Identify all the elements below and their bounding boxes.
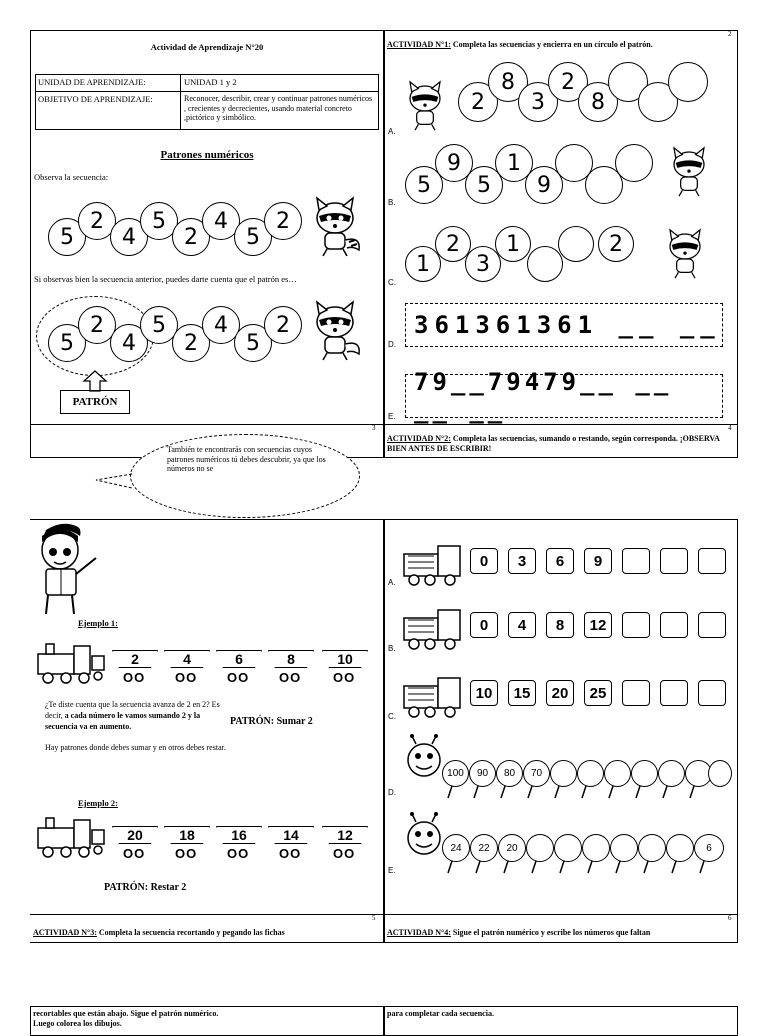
locomotive-icon [400,606,466,652]
patron-rest-label: PATRÓN: Restar 2 [104,882,187,893]
answer-circle[interactable]: 1 [495,226,531,262]
locomotive-icon [34,814,106,860]
train-car[interactable] [622,548,650,574]
wagon: 18 OO [164,826,210,860]
answer-circle[interactable]: 5 [405,166,443,204]
caterpillar-segment[interactable] [554,834,582,862]
train-car[interactable]: 4 [508,612,536,638]
bottom-left-text: recortables que están abajo. Sigue el patrón numérico. [33,1009,219,1018]
wagon: 16 OO [216,826,262,860]
sequence-row-d[interactable]: 361361361 __ __ [405,303,723,347]
caterpillar-segment[interactable] [604,760,631,787]
row-letter: C. [388,712,396,721]
train-car[interactable] [698,548,726,574]
raccoon-icon [305,196,365,258]
caterpillar-segment[interactable] [550,760,577,787]
train-car[interactable]: 10 [470,680,498,706]
answer-circle[interactable]: 3 [465,246,501,282]
caterpillar-segment[interactable]: 70 [523,760,550,787]
train-car[interactable]: 8 [546,612,574,638]
activity-4-instruction: ACTIVIDAD N°4: Sigue el patrón numérico y escribe los números que faltan [387,928,651,937]
page-number: 3 [372,424,376,432]
train-car[interactable] [698,612,726,638]
wagon: 12 OO [322,826,368,860]
answer-circle[interactable] [558,226,594,262]
caterpillar-segment[interactable] [638,834,666,862]
wagon: 8 OO [268,650,314,684]
patron-box: PATRÓN [60,390,130,414]
row-letter: D. [388,788,396,797]
answer-circle[interactable]: 2 [548,62,588,102]
page-number: 2 [728,30,732,38]
train-car[interactable]: 25 [584,680,612,706]
seq-circle: 5 [48,324,86,362]
answer-circle[interactable]: 3 [518,82,558,122]
seq-circle: 4 [202,306,240,344]
caterpillar-segment[interactable] [610,834,638,862]
bottom-right-text: para completar cada secuencia. [387,1009,494,1018]
caterpillar-segment[interactable]: 90 [469,760,496,787]
answer-circle[interactable] [527,246,563,282]
raccoon-icon [305,300,365,362]
seq-circle: 2 [172,218,210,256]
wagon: 6 OO [216,650,262,684]
caterpillar-legs [442,861,732,875]
seq-circle: 2 [78,202,116,240]
caterpillar-segment[interactable]: 6 [694,834,724,862]
section-heading: Patrones numéricos [160,149,254,161]
train-car[interactable]: 9 [584,548,612,574]
unit-label: UNIDAD DE APRENDIZAJE: [38,77,146,87]
unit-value: UNIDAD 1 y 2 [184,77,237,87]
caterpillar-segment[interactable] [708,760,732,787]
sequence-row-e[interactable]: 79__79479__ __ __ __ [405,374,723,418]
caterpillar-segment[interactable]: 80 [496,760,523,787]
activity-2-instruction: ACTIVIDAD N°2: Completa las secuencias, sumando o restando, según corresponda. ¡OBSERVA BIEN ANTES DE ESCRIBIR! [387,434,720,453]
row-letter: B. [388,198,396,207]
answer-circle[interactable]: 8 [578,82,618,122]
seq-circle: 4 [110,324,148,362]
patron-sum-label: PATRÓN: Sumar 2 [230,716,313,727]
activity-3-instruction: ACTIVIDAD N°3: Completa la secuencia recortando y pegando las fichas [33,928,285,937]
bottom-left-text-2: Luego colorea los dibujos. [33,1019,122,1028]
caterpillar-head-icon [404,812,444,862]
teacher-boy-icon [32,522,102,618]
locomotive-icon [400,542,466,588]
row-letter: D. [388,340,396,349]
seq-circle: 2 [172,324,210,362]
caterpillar-segment[interactable] [658,760,685,787]
caterpillar-segment[interactable]: 24 [442,834,470,862]
seq-circle: 5 [234,218,272,256]
answer-circle[interactable]: 2 [458,82,498,122]
answer-circle[interactable]: 5 [465,166,503,204]
objective-value: Reconocer, describir, crear y continuar patrones numéricos , crecientes y decrecientes, usando material concreto ,pictórico y simbólico. [184,94,373,123]
caterpillar-segment[interactable]: 20 [498,834,526,862]
answer-circle[interactable]: 1 [495,144,533,182]
row-letter: E. [388,412,396,421]
train-car[interactable]: 0 [470,612,498,638]
answer-circle[interactable]: 9 [435,144,473,182]
row-letter: B. [388,644,396,653]
answer-circle[interactable]: 8 [488,62,528,102]
seq-circle: 2 [78,306,116,344]
example-2-label: Ejemplo 2: [78,798,118,808]
raccoon-icon [660,228,710,280]
wagon: 20 OO [112,826,158,860]
train-car[interactable]: 20 [546,680,574,706]
train-car[interactable] [698,680,726,706]
caterpillar-segment[interactable] [577,760,604,787]
train-car[interactable]: 3 [508,548,536,574]
seq-circle: 5 [48,218,86,256]
wagon: 14 OO [268,826,314,860]
answer-circle[interactable]: 2 [598,226,634,262]
answer-circle[interactable]: 9 [525,166,563,204]
seq-circle: 5 [140,306,178,344]
raccoon-icon [664,146,714,198]
train-car[interactable] [660,612,688,638]
locomotive-icon [34,640,106,686]
hay-patrones-text: Hay patrones donde debes sumar y en otros debes restar. [45,743,226,752]
wagon: 10 OO [322,650,368,684]
bubble-text: También te encontrarás con secuencias cuyos patrones numéricos tú debes descubrir, ya que los números no se [167,445,326,474]
caterpillar-segment[interactable] [631,760,658,787]
answer-circle[interactable]: 2 [435,226,471,262]
answer-circle[interactable] [668,62,708,102]
explanation-text: ¿Te diste cuenta que la secuencia avanza de 2 en 2? Es decir, a cada número le vamos sumando 2 y la secuencia va en aumento. [45,700,220,731]
train-car[interactable]: 6 [546,548,574,574]
seq-circle: 4 [110,218,148,256]
train-car[interactable] [660,548,688,574]
observation-text: Si observas bien la secuencia anterior, puedes darte cuenta que el patrón es… [34,274,297,284]
objective-label: OBJETIVO DE APRENDIZAJE: [38,94,153,104]
row-letter: C. [388,278,396,287]
seq-circle: 5 [234,324,272,362]
caterpillar-segment[interactable]: 22 [470,834,498,862]
caterpillar-legs [442,786,732,800]
seq-circle: 5 [140,202,178,240]
page-number: 6 [728,914,732,922]
wagon: 2 OO [112,650,158,684]
activity-1-instruction: ACTIVIDAD N°1: Completa las secuencias y encierra en un círculo el patrón. [387,40,653,49]
seq-circle: 2 [264,306,302,344]
train-car[interactable]: 15 [508,680,536,706]
train-car[interactable] [622,680,650,706]
row-letter: A. [388,578,396,587]
example-1-label: Ejemplo 1: [78,618,118,628]
answer-circle[interactable] [615,144,653,182]
seq-circle: 2 [264,202,302,240]
activity-title: Actividad de Aprendizaje N°20 [150,42,264,52]
locomotive-icon [400,674,466,720]
wagon: 4 OO [164,650,210,684]
observe-text: Observa la secuencia: [34,172,109,182]
caterpillar-segment[interactable]: 100 [442,760,469,787]
train-car[interactable]: 0 [470,548,498,574]
raccoon-icon [400,80,450,132]
seq-circle: 4 [202,202,240,240]
answer-circle[interactable]: 1 [405,246,441,282]
page-number: 5 [372,914,376,922]
page-number: 4 [728,424,732,432]
caterpillar-segment[interactable] [526,834,554,862]
train-car[interactable] [622,612,650,638]
train-car[interactable]: 12 [584,612,612,638]
train-car[interactable] [660,680,688,706]
caterpillar-segment[interactable] [582,834,610,862]
caterpillar-segment[interactable] [666,834,694,862]
caterpillar-head-icon [404,734,444,784]
row-letter: E. [388,866,396,875]
up-arrow-icon [82,370,108,392]
row-letter: A. [388,127,396,136]
